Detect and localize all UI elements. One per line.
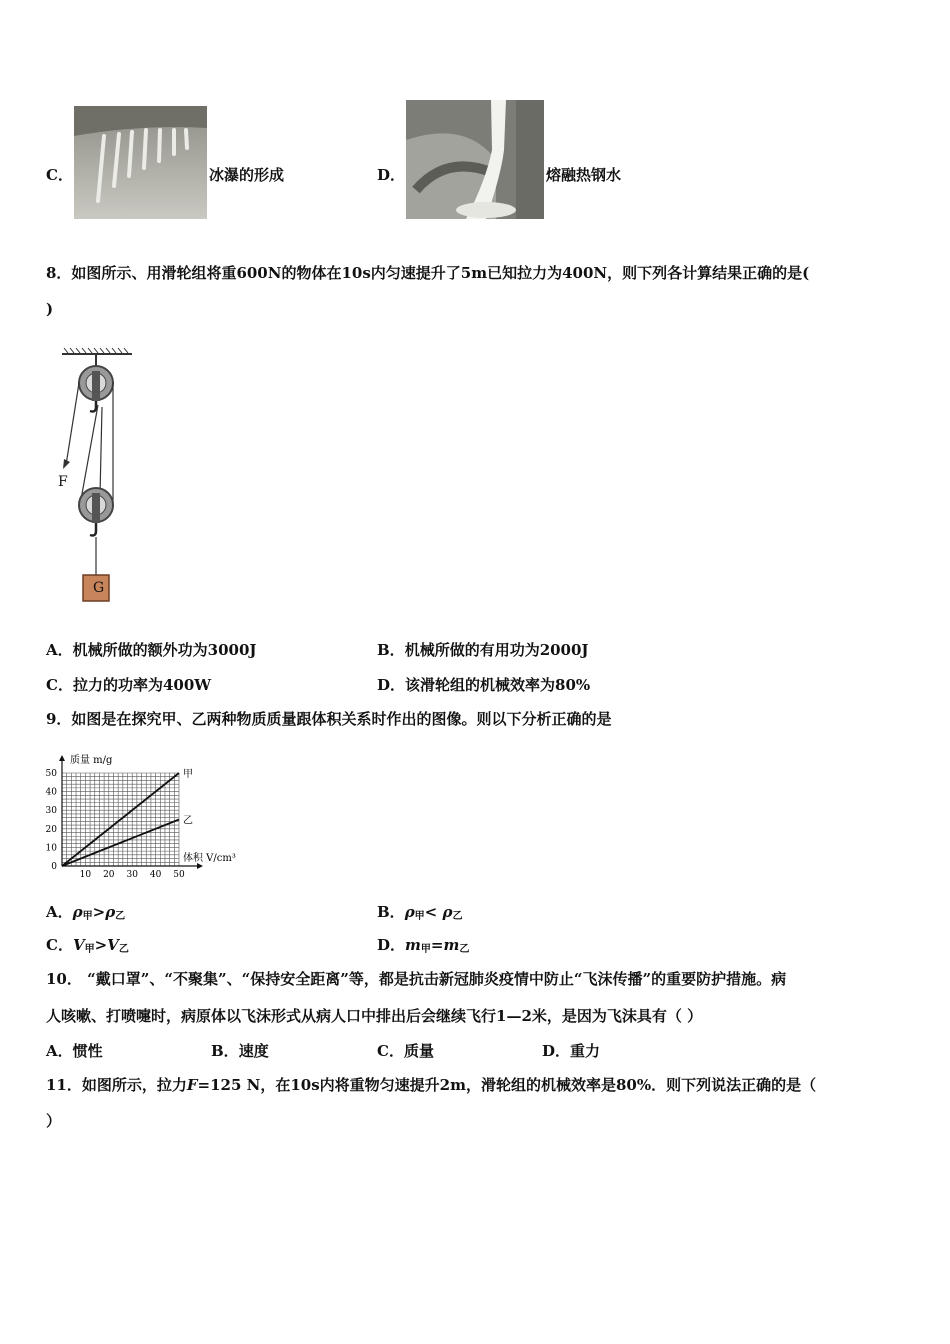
q7-option-c-caption: 冰瀑的形成 [209,166,285,184]
q8-option-c [46,675,211,695]
y-tick-label: 40 [45,787,57,798]
q9-option-c [46,935,129,960]
q8-stem: 8．如图所示、用滑轮组将重600N的物体在10s内匀速提升了5m已知拉力为400N，则下列各计算结果正确的是( [46,264,810,282]
q11-stem-end: ） [46,1112,62,1130]
q10-stem-line2: 人咳嗽、打喷嚏时，病原体以飞沫形式从病人口中排出后会继续飞行1—2米，是因为飞沫具有（ ） [46,1007,703,1025]
q10-stem-line1: 10． “戴口罩”、“不聚集”、“保持安全距离”等，都是抗击新冠肺炎疫情中防止“飞沫传播”的重要防护措施。病 [46,970,787,988]
q8-option-c-text: 拉力的功率为400W [72,676,212,694]
q9-stem: 9．如图是在探究甲、乙两种物质质量跟体积关系时作出的图像。则以下分析正确的是 [46,710,612,728]
q9-option-a-letter: A． [46,903,73,921]
q8-option-b-letter: B． [377,641,405,659]
q10-option-c-text: 质量 [403,1042,434,1060]
compare-op: >V [94,936,119,954]
y-tick-label: 0 [51,862,57,872]
y-tick-label: 30 [45,806,57,817]
y-tick-label: 10 [45,843,57,854]
sub-yi: 乙 [115,911,126,922]
q8-option-c-letter: C． [46,676,73,694]
series-label-1: 甲 [183,769,193,780]
q9-option-d [377,935,469,960]
mass-volume-chart [40,748,260,883]
q10-option-b [211,1041,269,1061]
sub-yi: 乙 [459,944,470,955]
force-label: F [58,474,68,490]
volume-symbol: V [72,936,85,954]
q10-option-a-letter: A． [46,1042,73,1060]
rho-symbol: ρ [404,903,415,921]
chart-ylabel: 质量 m/g [70,755,113,766]
x-tick-label: 20 [103,870,115,880]
q11-stem [46,1075,816,1095]
mass-symbol: m [405,936,421,954]
q8-option-b [377,640,589,660]
molten-steel-photo [406,100,544,219]
q11-force-var: F [186,1076,198,1094]
q10-option-a-text: 惯性 [72,1042,103,1060]
y-tick-label: 20 [45,824,57,835]
q7-option-d-letter: D． [377,166,406,184]
q8-option-a [46,640,257,660]
series-label-2: 乙 [183,815,193,827]
q8-option-d-letter: D． [377,676,406,694]
q8-option-d-text: 该滑轮组的机械效率为80% [405,676,591,694]
q11-stem-b: =125 N，在10s内将重物匀速提升2m，滑轮组的机械效率是80%．则下列说法正确的是（ [197,1076,817,1094]
weight-label: G [93,580,105,596]
q9-option-d-letter: D． [377,936,406,954]
q8-option-a-text: 机械所做的额外功为3000J [72,641,257,659]
q10-option-d [542,1041,600,1061]
ice-waterfall-photo [74,106,207,219]
q7-option-c-letter: C． [46,166,73,184]
q9-option-a [46,902,125,927]
q10-option-b-text: 速度 [238,1042,269,1060]
q9-option-c-letter: C． [46,936,73,954]
sub-jia: 甲 [420,944,431,955]
compare-op: =m [430,936,460,954]
rho-symbol: ρ [72,903,83,921]
x-tick-label: 10 [79,870,92,880]
y-tick-label: 50 [45,769,57,779]
chart-xlabel: 体积 V/cm³ [183,853,236,864]
q11-stem-a: 11．如图所示，拉力 [46,1076,187,1094]
series-line-1 [62,773,179,866]
q9-option-b [377,902,462,927]
x-tick-label: 50 [173,870,185,880]
x-tick-label: 40 [149,870,162,880]
q10-option-a [46,1041,103,1061]
q10-option-d-letter: D． [542,1042,571,1060]
sub-jia: 甲 [414,911,425,922]
sub-jia: 甲 [82,911,93,922]
q10-option-b-letter: B． [211,1042,239,1060]
q10-option-c-letter: C． [377,1042,404,1060]
compare-op: < ρ [424,903,453,921]
compare-op: >ρ [92,903,116,921]
q8-option-d [377,675,590,695]
sub-jia: 甲 [84,944,95,955]
sub-yi: 乙 [118,944,129,955]
q8-stem-end: ) [46,300,54,318]
q7-option-d-caption: 熔融热钢水 [546,166,622,184]
x-tick-label: 30 [126,870,138,880]
q8-option-a-letter: A． [46,641,73,659]
sub-yi: 乙 [452,911,463,922]
q10-option-c [377,1041,434,1061]
q8-option-b-text: 机械所做的有用功为2000J [404,641,589,659]
series-line-2 [62,820,179,867]
q10-option-d-text: 重力 [570,1042,601,1060]
q9-option-b-letter: B． [377,903,405,921]
y-axis-arrow [59,755,65,761]
